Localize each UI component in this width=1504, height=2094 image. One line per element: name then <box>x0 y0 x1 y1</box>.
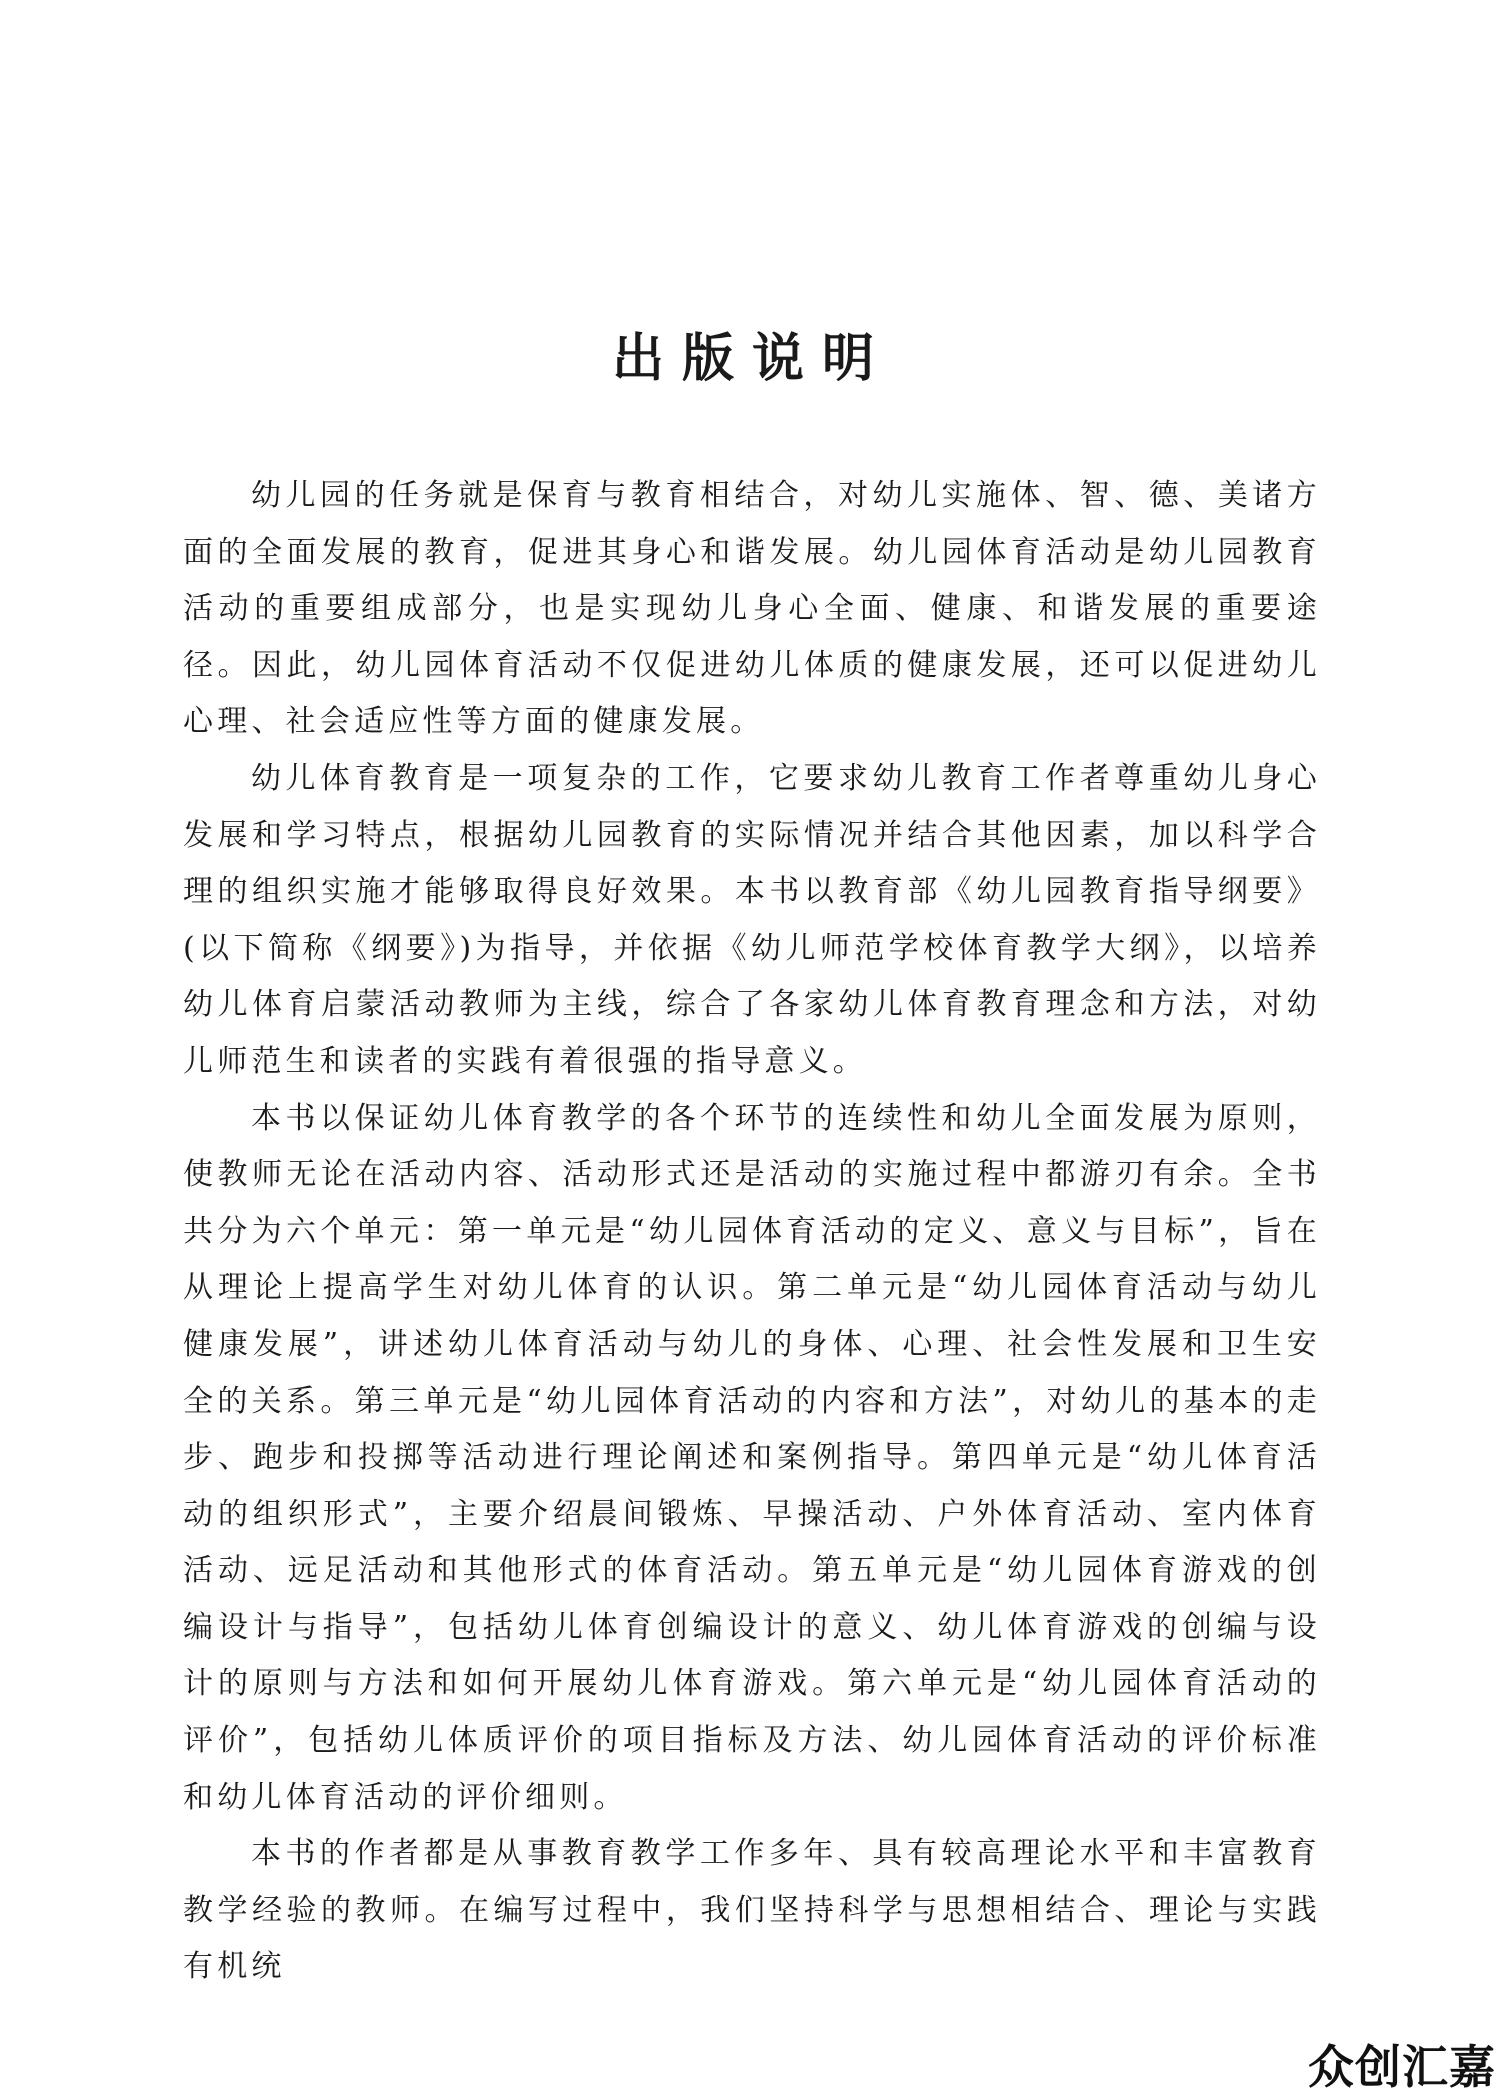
paragraph-2: 幼儿体育教育是一项复杂的工作，它要求幼儿教育工作者尊重幼儿身心发展和学习特点，根据幼儿园教育的实际情况并结合其他因素，加以科学合理的组织实施才能够取得良好效果。本书以教育部《幼儿园教育指导纲要》(以下简称《纲要》)为指导，并依据《幼儿师范学校体育教学大纲》，以培养幼儿体育启蒙活动教师为主线，综合了各家幼儿体育教育理念和方法，对幼儿师范生和读者的实践有着很强的指导意义。 <box>183 760 1321 1079</box>
paragraph-4: 本书的作者都是从事教育教学工作多年、具有较高理论水平和丰富教育教学经验的教师。在编写过程中，我们坚持科学与思想相结合、理论与实践有机统 <box>183 1836 1321 1985</box>
page-title: 出版说明 <box>611 327 892 389</box>
paragraph-3: 本书以保证幼儿体育教学的各个环节的连续性和幼儿全面发展为原则，使教师无论在活动内容、活动形式还是活动的实施过程中都游刃有余。全书共分为六个单元：第一单元是“幼儿园体育活动的定义、意义与目标”，旨在从理论上提高学生对幼儿体育的认识。第二单元是“幼儿园体育活动与幼儿健康发展”，讲述幼儿体育活动与幼儿的身体、心理、社会性发展和卫生安全的关系。第三单元是“幼儿园体育活动的内容和方法”，对幼儿的基本的走步、跑步和投掷等活动进行理论阐述和案例指导。第四单元是“幼儿体育活动的组织形式”，主要介绍晨间锻炼、早操活动、户外体育活动、室内体育活动、远足活动和其他形式的体育活动。第五单元是“幼儿园体育游戏的创编设计与指导”，包括幼儿体育创编设计的意义、幼儿体育游戏的创编与设计的原则与方法和如何开展幼儿体育游戏。第六单元是“幼儿园体育活动的评价”，包括幼儿体质评价的项目指标及方法、幼儿园体育活动的评价标准和幼儿体育活动的评价细则。 <box>183 1100 1321 1815</box>
paragraph-1: 幼儿园的任务就是保育与教育相结合，对幼儿实施体、智、德、美诸方面的全面发展的教育，促进其身心和谐发展。幼儿园体育活动是幼儿园教育活动的重要组成部分，也是实现幼儿身心全面、健康、和谐发展的重要途径。因此，幼儿园体育活动不仅促进幼儿体质的健康发展，还可以促进幼儿心理、社会适应性等方面的健康发展。 <box>183 478 1321 740</box>
watermark-logo: 众创汇嘉 <box>1308 2040 1496 2094</box>
body-text <box>183 468 1321 1996</box>
